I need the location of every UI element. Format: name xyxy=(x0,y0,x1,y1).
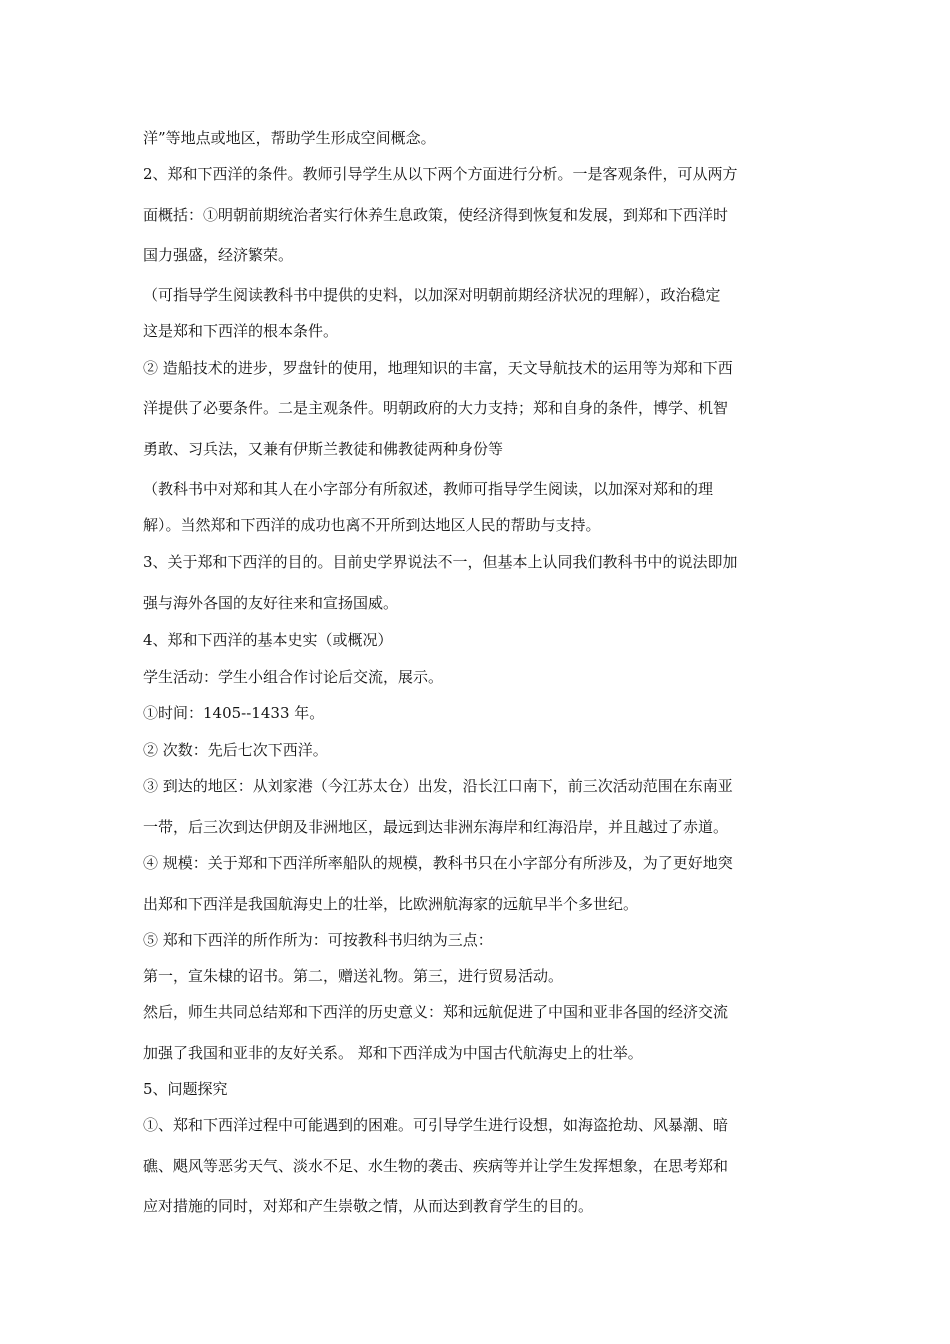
text-line: 学生活动：学生小组合作讨论后交流，展示。 xyxy=(143,668,444,686)
text-line: 4、郑和下西洋的基本史实（或概况） xyxy=(143,631,393,649)
text-line: ④ 规模：关于郑和下西洋所率船队的规模，教科书只在小字部分有所涉及，为了更好地突 xyxy=(143,854,733,872)
text-line: 5、问题探究 xyxy=(143,1080,228,1098)
text-line: （可指导学生阅读教科书中提供的史料，以加深对明朝前期经济状况的理解），政治稳定 xyxy=(143,286,721,304)
text-line: ② 次数：先后七次下西洋。 xyxy=(143,741,328,759)
text-line: 这是郑和下西洋的根本条件。 xyxy=(143,322,339,340)
text-line: 面概括：①明朝前期统治者实行休养生息政策，使经济得到恢复和发展，到郑和下西洋时 xyxy=(143,206,729,224)
text-line: ①、郑和下西洋过程中可能遇到的困难。可引导学生进行设想，如海盗抢劫、风暴潮、暗 xyxy=(143,1116,729,1134)
text-line: 3、关于郑和下西洋的目的。目前史学界说法不一，但基本上认同我们教科书中的说法即加 xyxy=(143,553,738,571)
text-line: 然后，师生共同总结郑和下西洋的历史意义：郑和远航促进了中国和亚非各国的经济交流 xyxy=(143,1003,729,1021)
text-line: ①时间：1405--1433 年。 xyxy=(143,704,325,722)
text-line: 出郑和下西洋是我国航海史上的壮举，比欧洲航海家的远航早半个多世纪。 xyxy=(143,895,639,913)
text-line: 加强了我国和亚非的友好关系。 郑和下西洋成为中国古代航海史上的壮举。 xyxy=(143,1044,643,1062)
text-line: ② 造船技术的进步，罗盘针的使用，地理知识的丰富，天文导航技术的运用等为郑和下西 xyxy=(143,359,733,377)
text-line: ③ 到达的地区：从刘家港（今江苏太仓）出发，沿长江口南下，前三次活动范围在东南亚 xyxy=(143,777,733,795)
text-line: 强与海外各国的友好往来和宣扬国威。 xyxy=(143,594,399,612)
text-line: 礁、飓风等恶劣天气、淡水不足、水生物的袭击、疾病等并让学生发挥想象，在思考郑和 xyxy=(143,1157,729,1175)
text-line: 洋”等地点或地区，帮助学生形成空间概念。 xyxy=(143,129,436,147)
text-line: 勇敢、习兵法，又兼有伊斯兰教徒和佛教徒两种身份等 xyxy=(143,440,504,458)
text-line: 国力强盛，经济繁荣。 xyxy=(143,246,294,264)
text-line: 解）。当然郑和下西洋的成功也离不开所到达地区人民的帮助与支持。 xyxy=(143,516,601,534)
text-line: （教科书中对郑和其人在小字部分有所叙述，教师可指导学生阅读，以加深对郑和的理 xyxy=(143,480,714,498)
text-line: 2、郑和下西洋的条件。教师引导学生从以下两个方面进行分析。一是客观条件，可从两方 xyxy=(143,165,738,183)
text-line: ⑤ 郑和下西洋的所作所为：可按教科书归纳为三点： xyxy=(143,931,493,949)
text-line: 第一，宣朱棣的诏书。第二，赠送礼物。第三，进行贸易活动。 xyxy=(143,967,564,985)
text-line: 应对措施的同时，对郑和产生崇敬之情，从而达到教育学生的目的。 xyxy=(143,1197,594,1215)
text-line: 洋提供了必要条件。二是主观条件。明朝政府的大力支持；郑和自身的条件，博学、机智 xyxy=(143,399,729,417)
text-line: 一带，后三次到达伊朗及非洲地区，最远到达非洲东海岸和红海沿岸，并且越过了赤道。 xyxy=(143,818,729,836)
